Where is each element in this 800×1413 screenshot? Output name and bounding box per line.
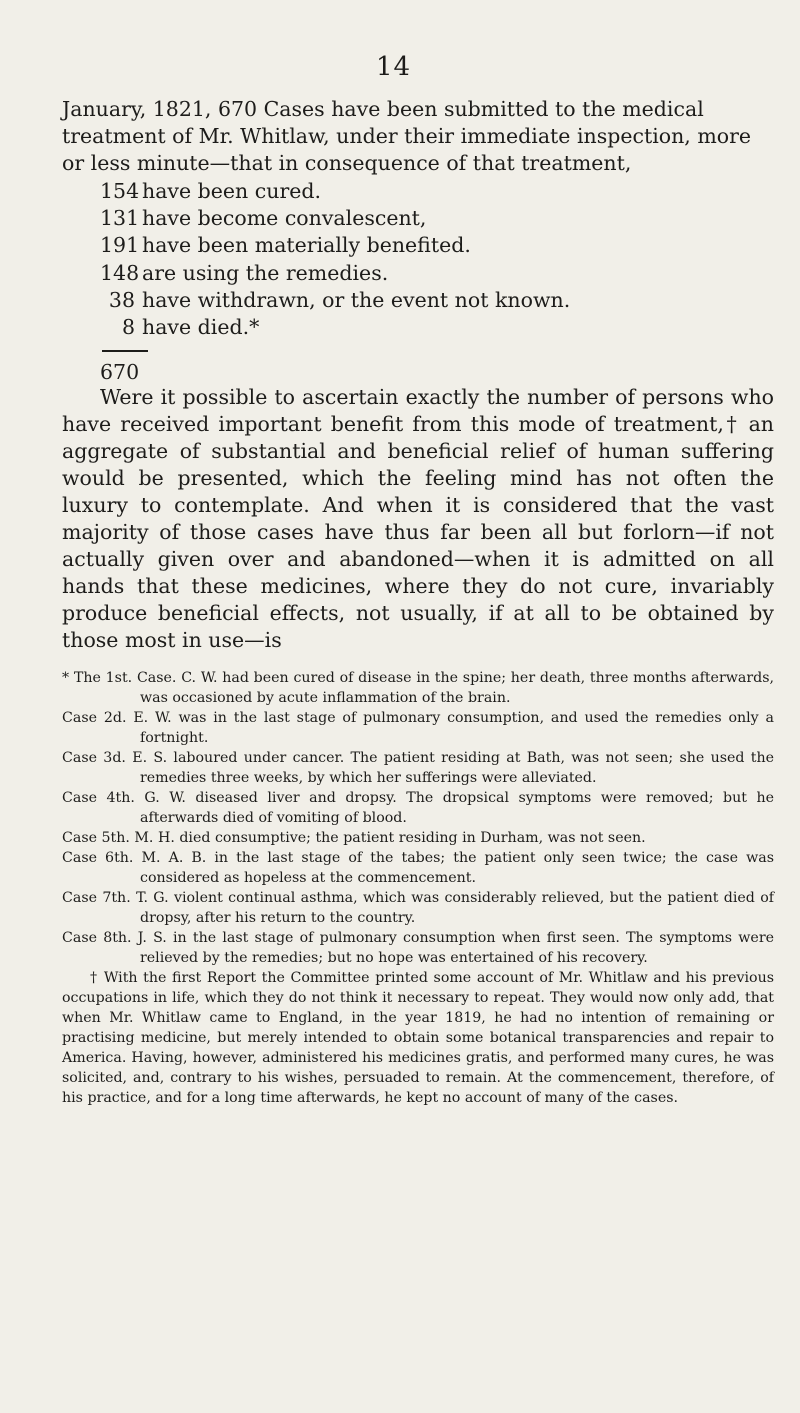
tally-label: have been materially benefited.: [142, 233, 471, 258]
tally-row-benefited: [100, 232, 570, 259]
tally-count: 131: [100, 206, 140, 231]
tally-label: have withdrawn, or the event not known.: [142, 287, 571, 312]
case-text: E. W. was in the last stage of pulmonary consumption, and used the remedies only a fortnight.: [133, 710, 774, 746]
tally-count: 38: [108, 287, 135, 312]
case-label: Case 6th.: [62, 850, 134, 866]
footnote-case-7: [62, 888, 774, 928]
tally-row-using: [100, 260, 570, 287]
tally-count: 191: [100, 233, 140, 258]
tally-count: 8: [121, 315, 135, 340]
tally-label: have died.*: [142, 315, 260, 340]
intro-sentence: January, 1821, 670 Cases have been submitted to the medical treatment of Mr. Whitlaw, under their immediate inspection, more or less minute—that in consequence of that treatment,: [62, 97, 752, 176]
case-text: G. W. diseased liver and dropsy. The dropsical symptoms were removed; but he afterwards died of vomiting of blood.: [140, 790, 774, 826]
case-label: Case 2d.: [62, 710, 127, 726]
case-tally: [100, 178, 570, 341]
case-text: E. S. laboured under cancer. The patient residing at Bath, was not seen; she used the remedies three weeks, by which her sufferings were alleviated.: [132, 750, 775, 786]
footnote-case-6: [62, 848, 774, 888]
paragraph-text: Were it possible to ascertain exactly the number of persons who have received important benefit from this mode of treatment,† an aggregate of substantial and beneficial relief of human suffering would be presented, which the feeling mind has not often the luxury to contemplate. And when it is considered that the vast majority of those cases have thus far been all but forlorn—if not actually given over and abandoned—when it is admitted on all hands that these medicines, where they do not cure, invariably produce beneficial effects, not usually, if at all to be obtained by those most in use—is: [62, 385, 774, 652]
tally-label: have been cured.: [142, 179, 322, 203]
footnote-case-5: [62, 828, 774, 848]
tally-count: 148: [100, 260, 140, 285]
case-label: Case 5th.: [62, 830, 130, 846]
footnote-case-2: [62, 708, 774, 748]
case-text: M. A. B. in the last stage of the tabes; the patient only seen twice; the case was considered as hopeless at the commencement.: [140, 850, 774, 886]
footnote-case-4: [62, 788, 774, 828]
tally-row-convalescent: [100, 205, 570, 232]
tally-label: are using the remedies.: [142, 260, 389, 285]
case-label: Case 4th.: [62, 790, 135, 806]
footnote-dagger: † With the first Report the Committee printed some account of Mr. Whitlaw and his previous occupations in life, which they do not think it necessary to repeat. They would now only add, that when Mr. Whitlaw came to England, in the year 1819, he had no intention of remaining or practising medicine, but merely intended to obtain some botanical transparencies and repair to America. Having, however, administered his medicines gratis, and performed many cures, he was solicited, and, contrary to his wishes, persuaded to remain. At the commencement, therefore, of his practice, and for a long time afterwards, he kept no account of many of the cases.: [62, 970, 774, 1106]
main-paragraph: [62, 384, 774, 654]
footnote-case-3: [62, 748, 774, 788]
footnote-case-1: [62, 668, 774, 708]
page-number: 14: [376, 52, 412, 82]
tally-total: 670: [100, 360, 140, 384]
tally-count: 154: [100, 179, 140, 203]
footnote-case-8: [62, 928, 774, 968]
sum-rule: [102, 350, 148, 352]
case-label: Case 7th.: [62, 890, 131, 906]
case-text: M. H. died consumptive; the patient residing in Durham, was not seen.: [134, 830, 646, 846]
intro-text: [62, 96, 774, 178]
case-label: * The 1st.: [62, 670, 133, 686]
tally-row-cured: [100, 178, 570, 205]
case-text: Case. C. W. had been cured of disease in the spine; her death, three months afterwards, was occasioned by acute inflammation of the brain.: [136, 670, 774, 706]
case-text: T. G. violent continual asthma, which was considerably relieved, but the patient died of dropsy, after his return to the country.: [136, 890, 774, 926]
footnotes: [62, 668, 774, 1108]
tally-row-died: [100, 314, 570, 341]
case-text: J. S. in the last stage of pulmonary consumption when first seen. The symptoms were relieved by the remedies; but no hope was entertained of his recovery.: [137, 930, 774, 966]
case-label: Case 3d.: [62, 750, 126, 766]
case-label: Case 8th.: [62, 930, 132, 946]
tally-row-withdrawn: [100, 287, 570, 314]
tally-label: have become convalescent,: [142, 206, 427, 231]
